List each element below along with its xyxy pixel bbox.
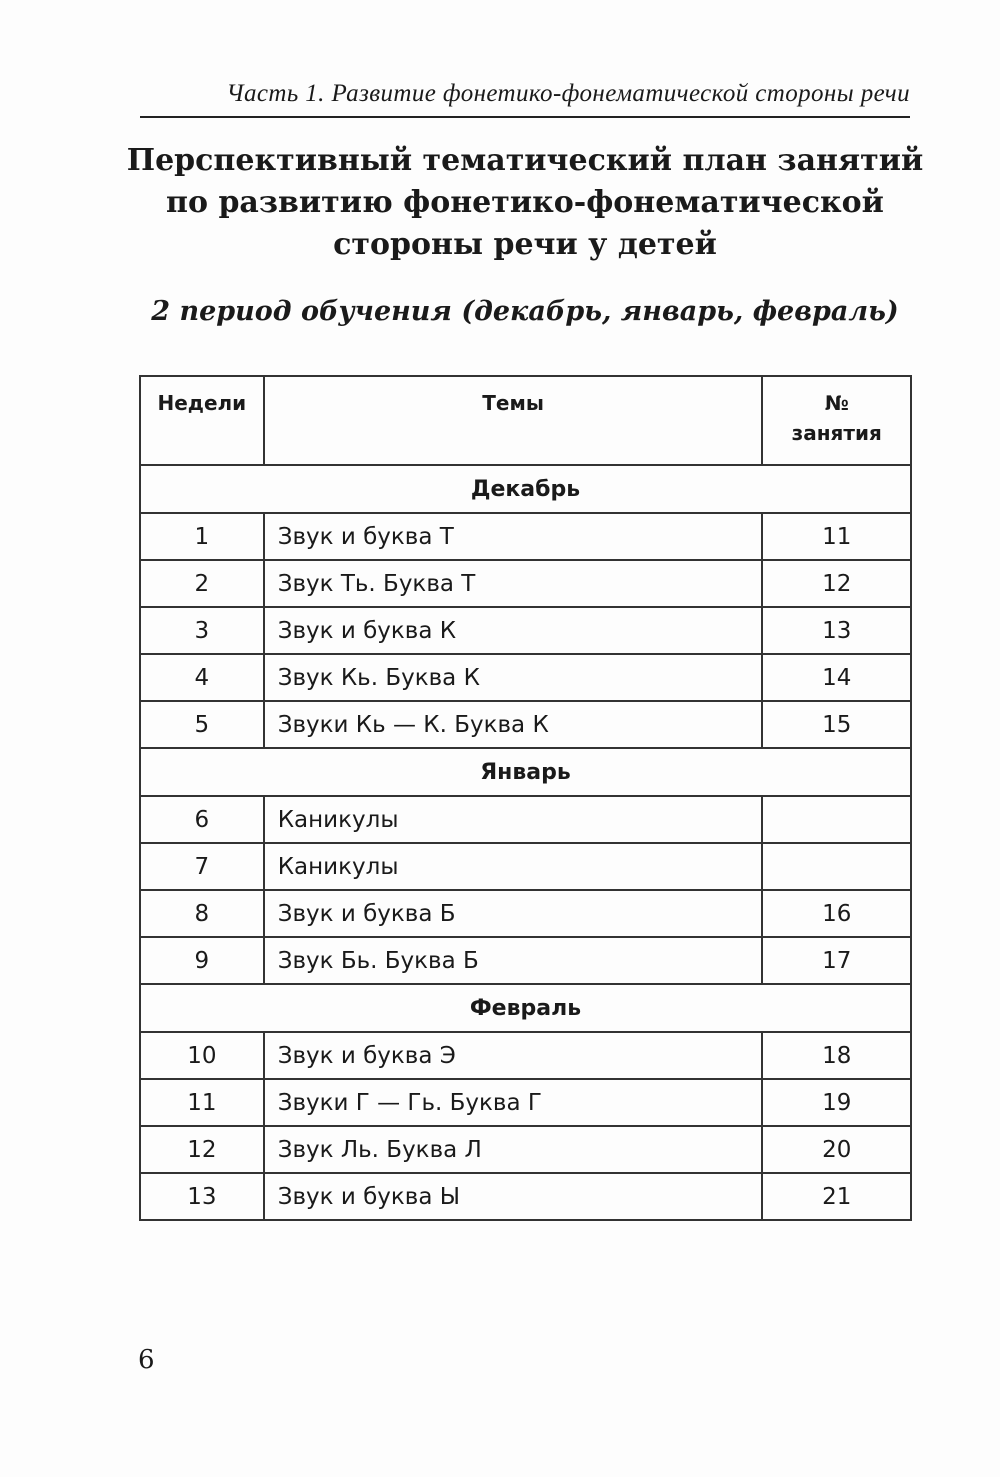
page-number: 6 — [138, 1345, 155, 1375]
lesson-number-cell: 12 — [762, 560, 911, 607]
month-label: Январь — [140, 748, 911, 796]
lesson-number-cell — [762, 796, 911, 843]
topic-cell: Звук Ль. Буква Л — [264, 1126, 763, 1173]
lesson-number-cell: 19 — [762, 1079, 911, 1126]
running-header: Часть 1. Развитие фонетико-фонематической стороны речи — [140, 80, 910, 118]
month-label: Декабрь — [140, 465, 911, 513]
table-row — [140, 1173, 911, 1220]
week-cell: 12 — [140, 1126, 264, 1173]
table-row — [140, 843, 911, 890]
topic-cell: Звук и буква Ы — [264, 1173, 763, 1220]
table-row — [140, 937, 911, 984]
topic-cell: Звук и буква Б — [264, 890, 763, 937]
header-lesson-number-line-2: занятия — [791, 421, 882, 445]
week-cell: 6 — [140, 796, 264, 843]
week-cell: 11 — [140, 1079, 264, 1126]
lesson-number-cell: 11 — [762, 513, 911, 560]
month-row — [140, 465, 911, 513]
lesson-number-cell: 20 — [762, 1126, 911, 1173]
topic-cell: Звук Бь. Буква Б — [264, 937, 763, 984]
topic-cell: Звуки Кь — К. Буква К — [264, 701, 763, 748]
topic-cell: Звук и буква Т — [264, 513, 763, 560]
table-row — [140, 701, 911, 748]
topic-cell: Звук и буква К — [264, 607, 763, 654]
week-cell: 9 — [140, 937, 264, 984]
lesson-number-cell: 14 — [762, 654, 911, 701]
week-cell: 1 — [140, 513, 264, 560]
header-lesson-number-line-1: № — [824, 391, 849, 415]
title-line-2: по развитию фонетико-фонематической — [166, 185, 884, 220]
week-cell: 8 — [140, 890, 264, 937]
table-row — [140, 654, 911, 701]
week-cell: 3 — [140, 607, 264, 654]
table-row — [140, 796, 911, 843]
table-row — [140, 513, 911, 560]
lesson-number-cell: 13 — [762, 607, 911, 654]
topic-cell: Звук Ть. Буква Т — [264, 560, 763, 607]
header-lesson-number — [762, 376, 911, 465]
topic-cell: Звуки Г — Гь. Буква Г — [264, 1079, 763, 1126]
month-row — [140, 984, 911, 1032]
week-cell: 5 — [140, 701, 264, 748]
page-title — [120, 140, 930, 266]
week-cell: 7 — [140, 843, 264, 890]
week-cell: 10 — [140, 1032, 264, 1079]
week-cell: 2 — [140, 560, 264, 607]
table-row — [140, 607, 911, 654]
lesson-number-cell: 18 — [762, 1032, 911, 1079]
table-row — [140, 1126, 911, 1173]
week-cell: 4 — [140, 654, 264, 701]
header-topics: Темы — [264, 376, 763, 465]
topic-cell: Звук и буква Э — [264, 1032, 763, 1079]
lesson-number-cell: 21 — [762, 1173, 911, 1220]
week-cell: 13 — [140, 1173, 264, 1220]
topic-cell: Каникулы — [264, 843, 763, 890]
table-row — [140, 1032, 911, 1079]
month-label: Февраль — [140, 984, 911, 1032]
lesson-number-cell — [762, 843, 911, 890]
table-header-row — [140, 376, 911, 465]
table-row — [140, 1079, 911, 1126]
title-line-1: Перспективный тематический план занятий — [126, 143, 924, 178]
title-line-3: стороны речи у детей — [333, 227, 717, 262]
period-subtitle: 2 период обучения (декабрь, январь, февраль) — [151, 296, 899, 327]
lesson-number-cell: 15 — [762, 701, 911, 748]
header-weeks: Недели — [140, 376, 264, 465]
lesson-number-cell: 16 — [762, 890, 911, 937]
table-row — [140, 890, 911, 937]
table-body — [140, 465, 911, 1220]
table-row — [140, 560, 911, 607]
lesson-number-cell: 17 — [762, 937, 911, 984]
topic-cell: Звук Кь. Буква К — [264, 654, 763, 701]
topic-cell: Каникулы — [264, 796, 763, 843]
month-row — [140, 748, 911, 796]
lesson-plan-table — [139, 375, 912, 1221]
